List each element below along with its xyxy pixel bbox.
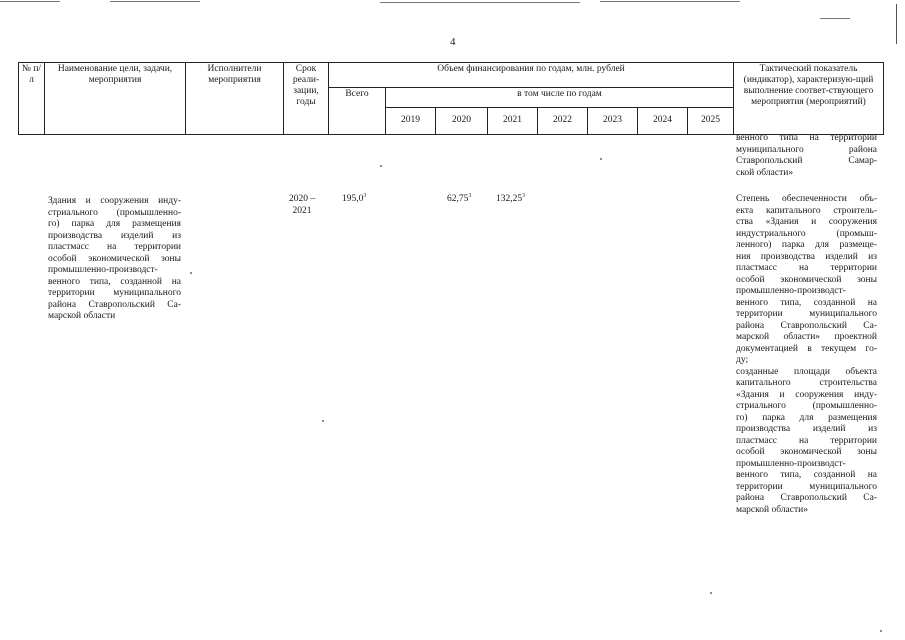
header-year-2024: 2024	[638, 107, 688, 134]
indicator-line: го) парка для размещения	[736, 412, 877, 423]
scan-dot	[322, 420, 324, 422]
header-year-2019: 2019	[386, 107, 436, 134]
header-year-2025: 2025	[688, 107, 734, 134]
value-total-number: 195,0	[342, 194, 364, 204]
indicator-line: ния производства изделий из	[736, 251, 877, 262]
continuation-line: венного типа на территории	[736, 133, 877, 143]
header-year-2021: 2021	[488, 107, 538, 134]
footnote-mark: 3	[468, 193, 472, 199]
measure-term	[282, 194, 322, 217]
indicator-line: марской области» проектной	[736, 332, 877, 342]
indicator-text	[736, 194, 877, 516]
financing-header-table	[18, 62, 884, 135]
scan-dot	[380, 165, 382, 167]
continuation-line: Ставропольский Самар-	[736, 156, 877, 166]
header-num: № п/л	[19, 63, 45, 135]
measure-name-line: особой экономической зоны	[48, 253, 181, 264]
indicator-line: особой экономической зоны	[736, 274, 877, 285]
measure-name	[48, 196, 181, 323]
header-executors: Исполнители мероприятия	[186, 63, 284, 135]
measure-name-line: стриального (промышленно-	[48, 207, 181, 218]
indicator-line: производства изделий из	[736, 424, 877, 434]
indicator-line: венного типа, созданной на	[736, 470, 877, 480]
indicator-line: стриального (промышленно-	[736, 401, 877, 411]
header-year-2022: 2022	[538, 107, 588, 134]
indicator-line: «Здания и сооружения инду-	[736, 389, 877, 400]
scan-dot	[710, 592, 712, 594]
continuation-line: муниципального района	[736, 144, 877, 155]
measure-name-line: района Ставропольский Са-	[48, 299, 181, 310]
scan-artifact-line	[0, 1, 60, 2]
value-2020	[447, 194, 471, 206]
indicator-line: документацией в текущем го-	[736, 343, 877, 354]
header-financing: Объем финансирования по годам, млн. рублей	[329, 63, 734, 88]
term-line: 2021	[292, 205, 312, 216]
header-indicator: Тактический показатель (индикатор), характеризую-щий выполнение соответ-ствующего мероприятия (мероприятий)	[734, 63, 884, 135]
indicator-line: ду;	[736, 355, 749, 365]
header-term: Срок реали-зации, годы	[284, 63, 329, 135]
measure-name-line: территории муниципального	[48, 288, 181, 298]
footnote-mark: 3	[522, 193, 526, 199]
term-line: 2020 –	[288, 194, 316, 204]
measure-name-line: Здания и сооружения инду-	[48, 196, 181, 206]
indicator-line: созданные площади объекта	[736, 366, 877, 377]
measure-name-line: венного типа, созданной на	[48, 276, 181, 287]
measure-name-line: производства изделий из	[48, 230, 181, 241]
measure-name-line: марской области	[48, 311, 116, 321]
value-2021-number: 132,25	[496, 194, 523, 204]
footnote-mark: 3	[363, 193, 367, 199]
indicator-line: района Ставропольский Са-	[736, 320, 877, 331]
value-2020-number: 62,75	[447, 194, 469, 204]
indicator-line: района Ставропольский Са-	[736, 493, 877, 503]
scan-artifact-line	[600, 1, 740, 2]
scan-dot	[190, 272, 192, 274]
scan-dot	[880, 630, 882, 632]
indicator-line: промышленно-производст-	[736, 458, 846, 469]
scan-artifact-line	[820, 18, 850, 19]
indicator-line: Степень обеспеченности объ-	[736, 194, 877, 204]
indicator-line: венного типа, созданной на	[736, 297, 877, 308]
indicator-continuation	[736, 133, 877, 179]
indicator-line: ленного) парка для размеще-	[736, 240, 877, 250]
header-year-2023: 2023	[588, 107, 638, 134]
indicator-line: пластмасс на территории	[736, 435, 877, 446]
indicator-line: промышленно-производст-	[736, 286, 846, 296]
indicator-line: территории муниципального	[736, 309, 877, 319]
header-including: в том числе по годам	[386, 88, 734, 108]
value-2021	[496, 194, 525, 206]
header-total: Всего	[329, 88, 386, 135]
indicator-line: пластмасс на территории	[736, 263, 877, 273]
indicator-line: ства «Здания и сооружения	[736, 217, 877, 227]
scan-artifact-line	[380, 2, 580, 3]
continuation-line: ской области»	[736, 167, 794, 178]
indicator-line: екта капитального строитель-	[736, 205, 877, 216]
indicator-line: капитального строительства	[736, 378, 877, 388]
scan-artifact-line	[110, 1, 200, 2]
indicator-line: особой экономической зоны	[736, 447, 877, 457]
indicator-line: марской области»	[736, 504, 808, 515]
measure-name-line: промышленно-производст-	[48, 265, 158, 275]
measure-name-line: пластмасс на территории	[48, 242, 181, 252]
indicator-line: территории муниципального	[736, 481, 877, 492]
measure-name-line: го) парка для размещения	[48, 219, 181, 229]
header-year-2020: 2020	[436, 107, 488, 134]
scan-dot	[600, 158, 602, 160]
value-total	[342, 194, 366, 206]
scan-corner-mark	[896, 4, 897, 44]
page-number: 4	[450, 36, 456, 48]
indicator-line: индустриального (промыш-	[736, 228, 877, 239]
header-name: Наименование цели, задачи, мероприятия	[45, 63, 186, 135]
